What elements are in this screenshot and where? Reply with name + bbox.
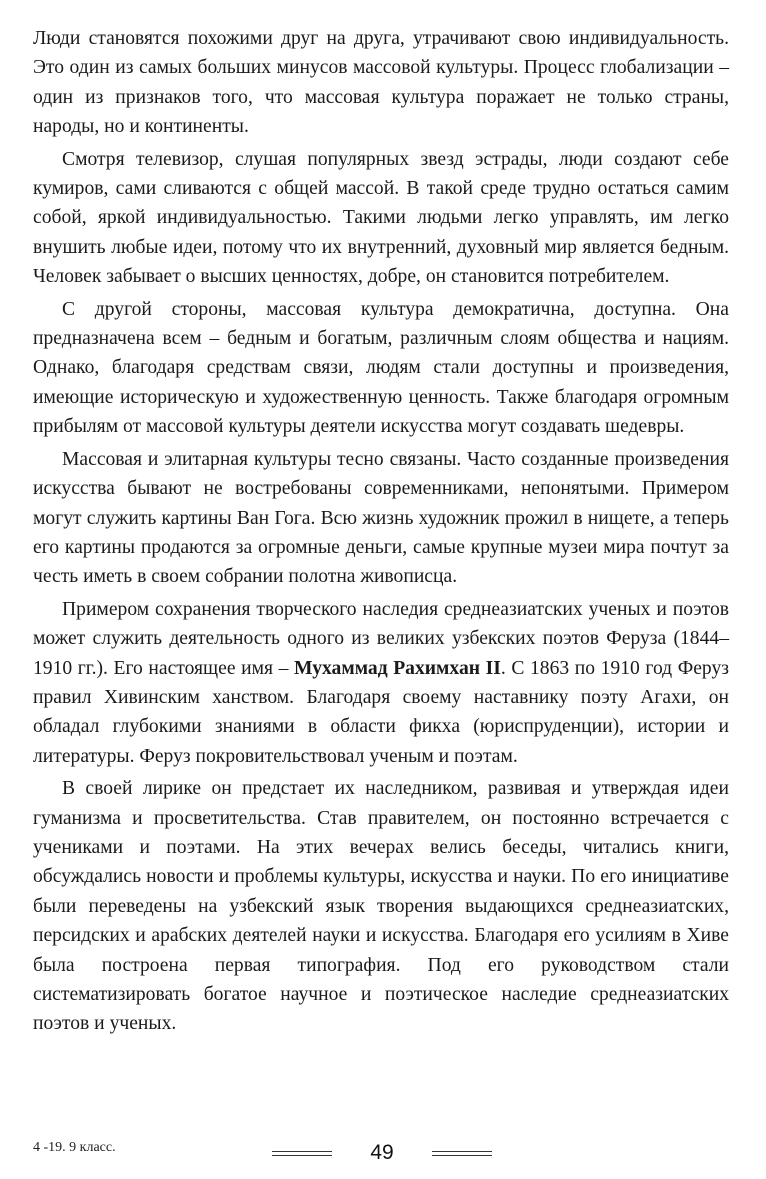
page-number: 49 [370, 1141, 394, 1164]
paragraph [33, 595, 729, 771]
paragraph-text: Массовая и элитарная культуры тесно связаны. Часто созданные произведения искусства бывают не востребованы современниками, непонятыми. Примером могут служить картины Ван Гога. Всю жизнь художник прожил в нищете, а теперь его картины продаются за огромные деньги, самые крупные музеи мира почтут за честь иметь в своем собрании полотна живописца. [33, 448, 729, 588]
paragraph-text: С другой стороны, массовая культура демократична, доступна. Она предназначена всем – бедным и богатым, различным слоям общества и нациям. Однако, благодаря средствам связи, людям стали доступны и произведения, имеющие историческую и художественную ценность. Также благодаря огромным прибылям от массовой культуры деятели искусства могут создавать шедевры. [33, 298, 729, 438]
page-number-block [272, 1138, 492, 1168]
decorative-rule-left [272, 1151, 332, 1156]
paragraph [33, 24, 729, 142]
printer-signature: 4 -19. 9 класс. [33, 1140, 116, 1155]
paragraph-text: . С 1863 по 1910 год Феруз правил Хивинским ханством. Благодаря своему наставнику поэту Агахи, он обладал глубокими знаниями в области фикха (юриспруденции), истории и литературы. Феруз покровительствовал ученым и поэтам. [33, 657, 729, 767]
page-footer [0, 1130, 766, 1170]
paragraph-text: В своей лирике он предстает их наследником, развивая и утверждая идеи гуманизма и просветительства. Став правителем, он постоянно встречается с учениками и поэтами. На этих вечерах велись беседы, читались книги, обсуждались новости и проблемы культуры, искусства и науки. По его инициативе были переведены на узбекский язык творения выдающихся среднеазиатских, персидских и арабских деятелей науки и искусства. Благодаря его усилиям в Хиве была построена первая типография. Под его руководством стали систематизировать богатое научное и поэтическое наследие среднеазиатских поэтов и ученых. [33, 778, 729, 1035]
page-body [33, 24, 729, 1039]
paragraph-text: Смотря телевизор, слушая популярных звезд эстрады, люди создают себе кумиров, сами сливаются с общей массой. В такой среде трудно остаться самим собой, яркой индивидуальностью. Такими людьми легко управлять, им легко внушить любые идеи, потому что их внутренний, духовный мир является бедным. Человек забывает о высших ценностях, добре, он становится потребителем. [33, 148, 729, 288]
paragraph [33, 145, 729, 292]
bold-name: Мухаммад Рахимхан II [293, 657, 501, 679]
paragraph [33, 295, 729, 442]
paragraph-text: Люди становятся похожими друг на друга, утрачивают свою индивидуальность. Это один из самых больших минусов массовой культуры. Процесс глобализации – один из признаков того, что массовая культура поражает не только страны, народы, но и континенты. [33, 28, 729, 138]
paragraph [33, 445, 729, 592]
decorative-rule-right [432, 1151, 492, 1156]
paragraph-text: Примером сохранения творческого наследия среднеазиатских ученых и поэтов может служить деятельность одного из великих узбекских поэтов Феруза (1844–1910 гг.). Его настоящее имя – [33, 598, 729, 679]
paragraph [33, 774, 729, 1039]
